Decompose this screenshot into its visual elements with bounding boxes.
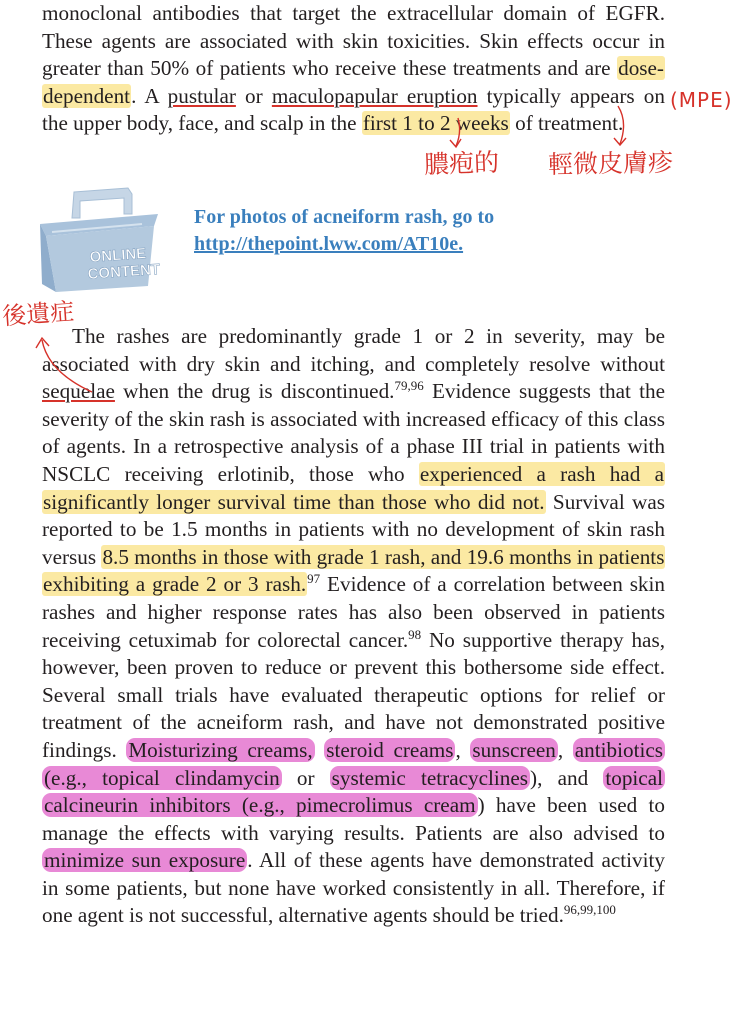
text-segment: or [235,83,272,108]
text-segment: monoclonal antibodies that target the extracellular domain of EGFR. These agents are associated with skin toxicities. Skin effects occur in greater than 50% of patients who receive these treatments and are [42,1,665,81]
text-segment: The rashes are predominantly grade 1 or 2 in severity, may be associated with dry skin and itching, and completely resolve without [42,324,665,376]
text-segment: Survival was reported to be 1.5 months in patients with no development of skin rash versus [42,489,665,569]
online-content-caption: For photos of acneiform rash, go to [194,206,495,228]
text-segment: ) have been used to manage the effects with varying results. Patients are also advised to [42,793,665,845]
text-segment: or [281,765,330,790]
reference-superscript: 98 [408,626,422,642]
pink-highlight-tetracyclines: systemic tetracyclines [331,765,529,790]
online-content-callout [194,204,494,258]
pink-highlight-sun-exposure: minimize sun exposure [44,848,246,873]
yellow-highlight-survival: experienced a rash had a significantly longer survival time than those who did not. [43,461,664,514]
text-segment: when the drug is discontinued. [114,379,395,404]
text-segment: No supportive therapy has, however, been proven to reduce or prevent this bothersome side effect. Several small trials have evaluated therapeutic options for relief or treatment of the acneiform rash, and have not demonstrated positive findings. [42,627,665,762]
toolbox-icon [36,180,164,298]
text-segment: of treatment. [509,111,624,136]
text-segment: Evidence suggests that the severity of the skin rash is associated with increased efficacy of this class of agents. In a retrospective analysis of a phase III trial in patients with NSCLC receiving erlotinib, those who [42,379,665,486]
pink-highlight-calcineurin: topical calcineurin inhibitors (e.g., pimecrolimus cream [44,765,663,818]
pink-highlight-moisturizing: Moisturizing creams, [128,737,313,762]
annotation-pustule-chinese: 膿疱的 [423,147,500,180]
text-segment: , [455,737,471,762]
paragraph-rash-severity [42,323,665,930]
text-segment: Evidence of a correlation between skin rashes and higher response rates has also been observed in patients receiving cetuximab for colorectal cancer. [42,572,666,652]
annotation-rash-chinese: 輕微皮膚疹 [547,147,674,180]
text-segment: . All of these agents have demonstrated activity in some patients, but none have worked consistently in all. Therefore, if one agent is not successful, alternative agents should be tried. [42,848,665,928]
pink-highlight-antibiotics: antibiotics (e.g., topical clindamycin [44,737,664,790]
yellow-highlight-months: 8.5 months in those with grade 1 rash, and 19.6 months in patients exhibiting a grade 2 or 3 rash. [43,544,665,597]
annotation-sequelae-chinese: 後遺症 [1,297,76,331]
text-segment: . A [131,83,168,108]
yellow-highlight-first-weeks: first 1 to 2 weeks [362,111,509,136]
icon-label-online: ONLINE [89,245,147,266]
icon-label-content: CONTENT [87,260,161,283]
underlined-sequelae: sequelae [42,379,115,404]
text-segment: typically appears on the upper body, face, and scalp in the [42,83,665,136]
text-segment: , [557,737,573,762]
reference-superscript: 97 [307,571,321,587]
yellow-highlight-dose-dependent: dose-dependent [43,56,664,108]
online-content-link[interactable]: http://thepoint.lww.com/AT10e. [194,233,464,255]
underlined-maculopapular-eruption: maculopapular eruption [271,83,478,108]
annotation-mpe: (MPE) [670,88,733,112]
pink-highlight-sunscreen: sunscreen [472,737,556,762]
online-content-toolbox-icon [36,180,164,298]
reference-superscript: 96,99,100 [563,902,616,918]
paragraph-egfr-skin-effects [42,0,665,138]
text-segment [315,738,325,762]
text-segment: ), and [530,765,604,790]
underlined-pustular: pustular [167,83,236,108]
pink-highlight-steroid: steroid creams [326,737,454,762]
reference-superscript: 79,96 [394,378,424,394]
